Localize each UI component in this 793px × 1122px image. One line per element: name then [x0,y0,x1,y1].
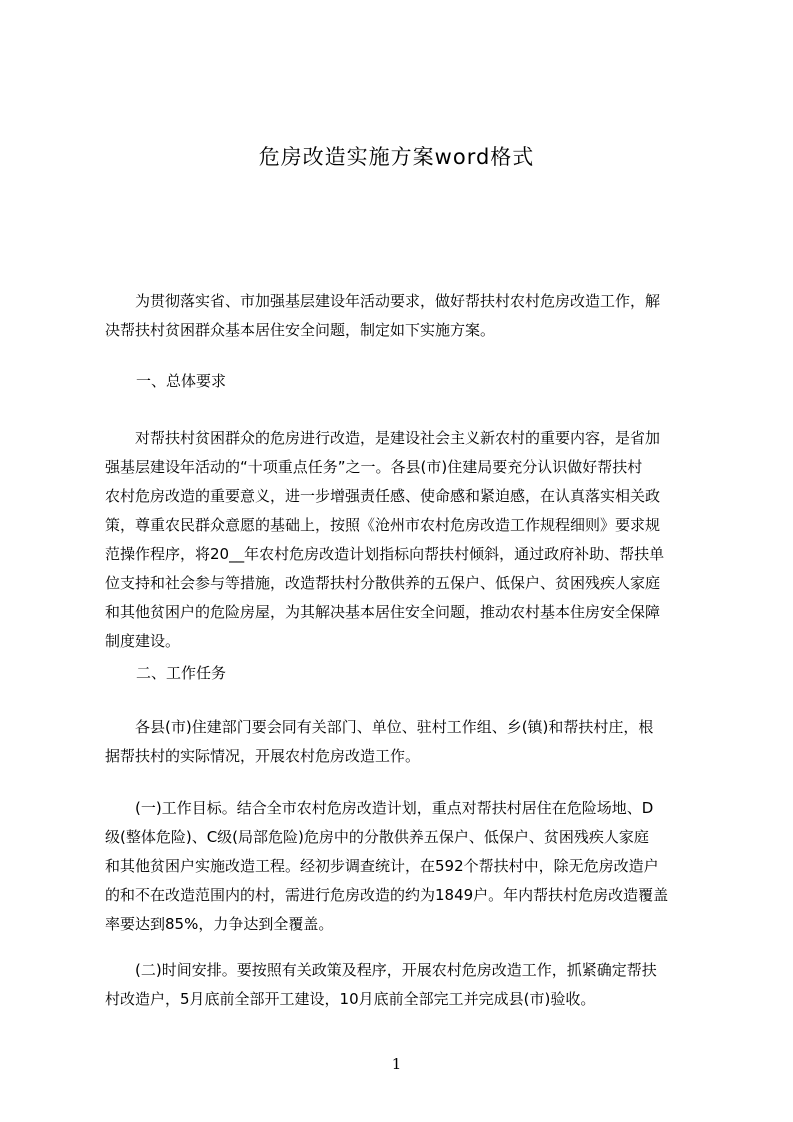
text-line: 为贯彻落实省、市加强基层建设年活动要求，做好帮扶村农村危房改造工作，解 [105,292,661,310]
document-title: 危房改造实施方案word格式 [258,145,535,169]
text-line: 据帮扶村的实际情况，开展农村危房改造工作。 [105,747,421,765]
section-heading-tasks: 二、工作任务 [136,664,227,682]
text-line: 范操作程序，将20__年农村危房改造计划指标向帮扶村倾斜，通过政府补助、帮扶单 [105,545,665,563]
paragraph-goals [105,794,701,939]
page-number: 1 [391,1055,402,1073]
text-line: 制度建设。 [105,632,181,650]
text-line: 策，尊重农民群众意愿的基础上，按照《沧州市农村危房改造工作规程细则》要求规 [105,516,661,534]
text-line: 和其他贫困户实施改造工程。经初步调查统计，在592个帮扶村中，除无危房改造户 [105,857,659,875]
paragraph-tasks [105,713,701,771]
paragraph-overall [105,424,701,656]
text-line: 村改造户，5月底前全部开工建设，10月底前全部完工并完成县(市)验收。 [105,990,596,1008]
text-line: 农村危房改造的重要意义，进一步增强责任感、使命感和紧迫感，在认真落实相关政 [105,487,661,505]
paragraph-intro [105,287,701,345]
text-line: 率要达到85%，力争达到全覆盖。 [105,915,334,933]
text-line: 级(整体危险)、C级(局部危险)危房中的分散供养五保户、低保户、贫困残疾人家庭 [105,828,649,846]
paragraph-schedule [105,956,701,1014]
text-line: 决帮扶村贫困群众基本居住安全问题，制定如下实施方案。 [105,321,496,339]
text-line: 位支持和社会参与等措施，改造帮扶村分散供养的五保户、低保户、贫困残疾人家庭 [105,574,661,592]
section-heading-overall: 一、总体要求 [136,372,227,390]
text-line: (一)工作目标。结合全市农村危房改造计划，重点对帮扶村居住在危险场地、D [105,799,654,817]
text-line: 强基层建设年活动的“十项重点任务”之一。各县(市)住建局要充分认识做好帮扶村 [105,458,643,476]
text-line: (二)时间安排。要按照有关政策及程序，开展农村危房改造工作，抓紧确定帮扶 [105,961,657,979]
text-line: 各县(市)住建部门要会同有关部门、单位、驻村工作组、乡(镇)和帮扶村庄，根 [105,718,654,736]
text-line: 的和不在改造范围内的村，需进行危房改造的约为1849户。年内帮扶村危房改造覆盖 [105,886,669,904]
text-line: 和其他贫困户的危险房屋，为其解决基本居住安全问题，推动农村基本住房安全保障 [105,603,661,621]
text-line: 对帮扶村贫困群众的危房进行改造，是建设社会主义新农村的重要内容，是省加 [105,429,661,447]
